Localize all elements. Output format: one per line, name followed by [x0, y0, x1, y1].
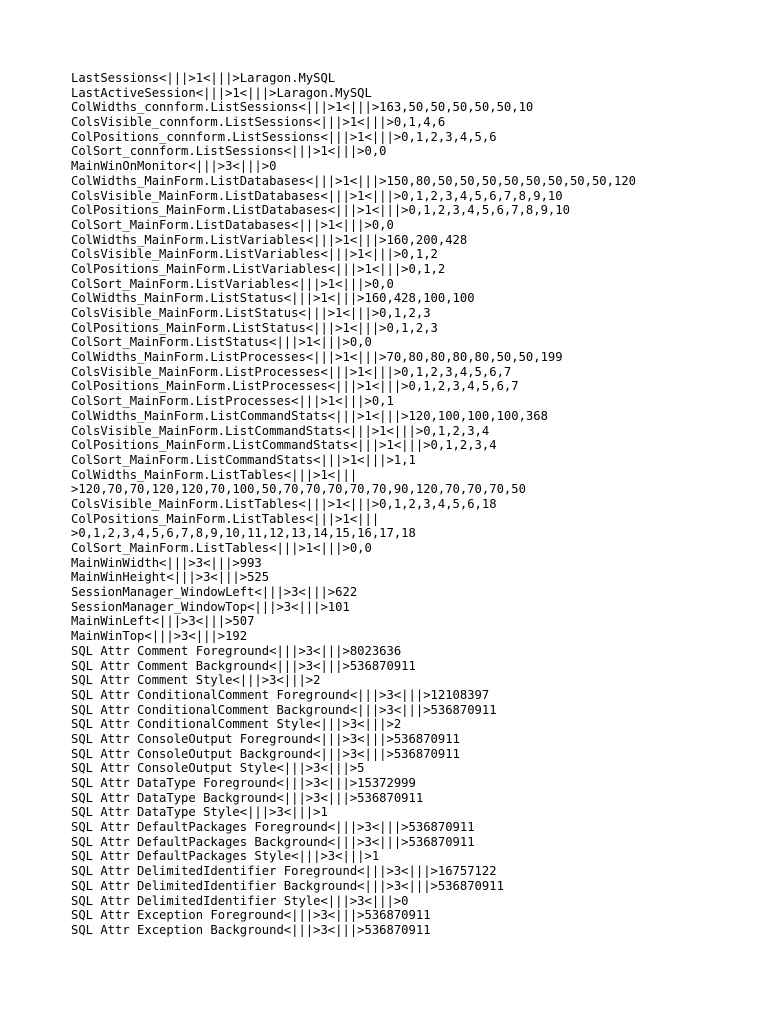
document-line: SQL Attr DefaultPackages Style<|||>3<|||>1 — [71, 849, 380, 864]
document-line: ColSort_MainForm.ListVariables<|||>1<|||>0,0 — [71, 276, 394, 291]
document-line: ColsVisible_MainForm.ListTables<|||>1<|||>0,1,2,3,4,5,6,18 — [71, 496, 497, 511]
document-line: SQL Attr DataType Foreground<|||>3<|||>15372999 — [71, 776, 416, 790]
document-line: SQL Attr ConsoleOutput Background<|||>3<|||>536870911 — [71, 746, 460, 761]
document-line: SQL Attr DefaultPackages Background<|||>3<|||>536870911 — [71, 834, 475, 849]
document-line: ColWidths_MainForm.ListStatus<|||>1<|||>160,428,100,100 — [71, 291, 475, 306]
document-line: SQL Attr Comment Foreground<|||>3<|||>8023636 — [71, 643, 402, 658]
document-line: MainWinTop<|||>3<|||>192 — [71, 629, 248, 644]
document-line: SessionManager_WindowTop<|||>3<|||>101 — [71, 599, 350, 614]
document-line: ColWidths_MainForm.ListDatabases<|||>1<|||>150,80,50,50,50,50,50,50,50,50,120 — [71, 173, 636, 188]
document-line: SQL Attr Exception Foreground<|||>3<|||>536870911 — [71, 908, 431, 923]
document-line: MainWinLeft<|||>3<|||>507 — [71, 614, 255, 629]
document-line: ColSort_connform.ListSessions<|||>1<|||>0,0 — [71, 144, 387, 159]
document-line: ColPositions_MainForm.ListStatus<|||>1<|||>0,1,2,3 — [71, 320, 438, 335]
document-line: MainWinHeight<|||>3<|||>525 — [71, 570, 270, 585]
document-line: ColWidths_connform.ListSessions<|||>1<|||>163,50,50,50,50,50,10 — [71, 100, 534, 115]
document-line: ColsVisible_connform.ListSessions<|||>1<|||>0,1,4,6 — [71, 115, 446, 130]
document-line: MainWinWidth<|||>3<|||>993 — [71, 555, 262, 570]
document-line: ColPositions_MainForm.ListTables<|||>1<||| — [71, 511, 380, 526]
settings-text-document — [71, 71, 768, 938]
document-line: SQL Attr ConditionalComment Foreground<|||>3<|||>12108397 — [71, 687, 490, 702]
document-line: ColSort_MainForm.ListDatabases<|||>1<|||>0,0 — [71, 217, 394, 232]
document-line: ColPositions_MainForm.ListCommandStats<|||>1<|||>0,1,2,3,4 — [71, 438, 497, 453]
document-line: >120,70,70,120,120,70,100,50,70,70,70,70,70,90,120,70,70,70,50 — [71, 482, 526, 497]
document-line: SQL Attr ConsoleOutput Style<|||>3<|||>5 — [71, 761, 365, 776]
document-line: ColsVisible_MainForm.ListProcesses<|||>1<|||>0,1,2,3,4,5,6,7 — [71, 364, 512, 379]
document-line: SQL Attr Exception Background<|||>3<|||>536870911 — [71, 922, 431, 937]
document-line: ColsVisible_MainForm.ListStatus<|||>1<|||>0,1,2,3 — [71, 306, 431, 320]
document-line: SQL Attr DataType Background<|||>3<|||>536870911 — [71, 790, 424, 805]
document-line: ColWidths_MainForm.ListVariables<|||>1<|||>160,200,428 — [71, 232, 468, 247]
document-line: SQL Attr ConditionalComment Style<|||>3<|||>2 — [71, 717, 402, 732]
document-line: ColWidths_MainForm.ListCommandStats<|||>1<|||>120,100,100,100,368 — [71, 408, 548, 423]
document-line: SQL Attr DelimitedIdentifier Style<|||>3<|||>0 — [71, 893, 409, 908]
document-line: SQL Attr DelimitedIdentifier Background<|||>3<|||>536870911 — [71, 878, 504, 893]
document-line: ColPositions_MainForm.ListDatabases<|||>1<|||>0,1,2,3,4,5,6,7,8,9,10 — [71, 203, 570, 218]
document-line: ColsVisible_MainForm.ListDatabases<|||>1<|||>0,1,2,3,4,5,6,7,8,9,10 — [71, 188, 563, 203]
document-line: MainWinOnMonitor<|||>3<|||>0 — [71, 159, 277, 174]
document-line: SQL Attr DefaultPackages Foreground<|||>3<|||>536870911 — [71, 820, 475, 835]
document-line: SQL Attr ConditionalComment Background<|||>3<|||>536870911 — [71, 702, 497, 717]
document-line: ColWidths_MainForm.ListTables<|||>1<||| — [71, 467, 358, 482]
document-line: ColsVisible_MainForm.ListVariables<|||>1<|||>0,1,2 — [71, 247, 438, 262]
document-line: ColSort_MainForm.ListProcesses<|||>1<|||>0,1 — [71, 394, 394, 409]
document-line: LastSessions<|||>1<|||>Laragon.MySQL — [71, 71, 336, 85]
document-line: ColSort_MainForm.ListStatus<|||>1<|||>0,0 — [71, 335, 372, 350]
document-line: SQL Attr DelimitedIdentifier Foreground<|||>3<|||>16757122 — [71, 864, 497, 879]
document-line: SQL Attr Comment Background<|||>3<|||>536870911 — [71, 658, 416, 673]
document-line: ColWidths_MainForm.ListProcesses<|||>1<|||>70,80,80,80,80,50,50,199 — [71, 350, 563, 365]
document-line: ColsVisible_MainForm.ListCommandStats<|||>1<|||>0,1,2,3,4 — [71, 423, 490, 438]
document-line: LastActiveSession<|||>1<|||>Laragon.MySQL — [71, 85, 372, 100]
document-line: ColSort_MainForm.ListCommandStats<|||>1<|||>1,1 — [71, 452, 416, 467]
document-line: ColPositions_connform.ListSessions<|||>1<|||>0,1,2,3,4,5,6 — [71, 129, 497, 144]
document-line: ColPositions_MainForm.ListProcesses<|||>1<|||>0,1,2,3,4,5,6,7 — [71, 379, 519, 394]
document-line: SQL Attr DataType Style<|||>3<|||>1 — [71, 805, 328, 820]
document-line: SessionManager_WindowLeft<|||>3<|||>622 — [71, 585, 358, 600]
document-line: SQL Attr Comment Style<|||>3<|||>2 — [71, 673, 321, 688]
document-line: >0,1,2,3,4,5,6,7,8,9,10,11,12,13,14,15,16,17,18 — [71, 526, 416, 541]
document-line: ColSort_MainForm.ListTables<|||>1<|||>0,0 — [71, 541, 372, 555]
document-line: SQL Attr ConsoleOutput Foreground<|||>3<|||>536870911 — [71, 731, 460, 746]
document-line: ColPositions_MainForm.ListVariables<|||>1<|||>0,1,2 — [71, 261, 446, 276]
